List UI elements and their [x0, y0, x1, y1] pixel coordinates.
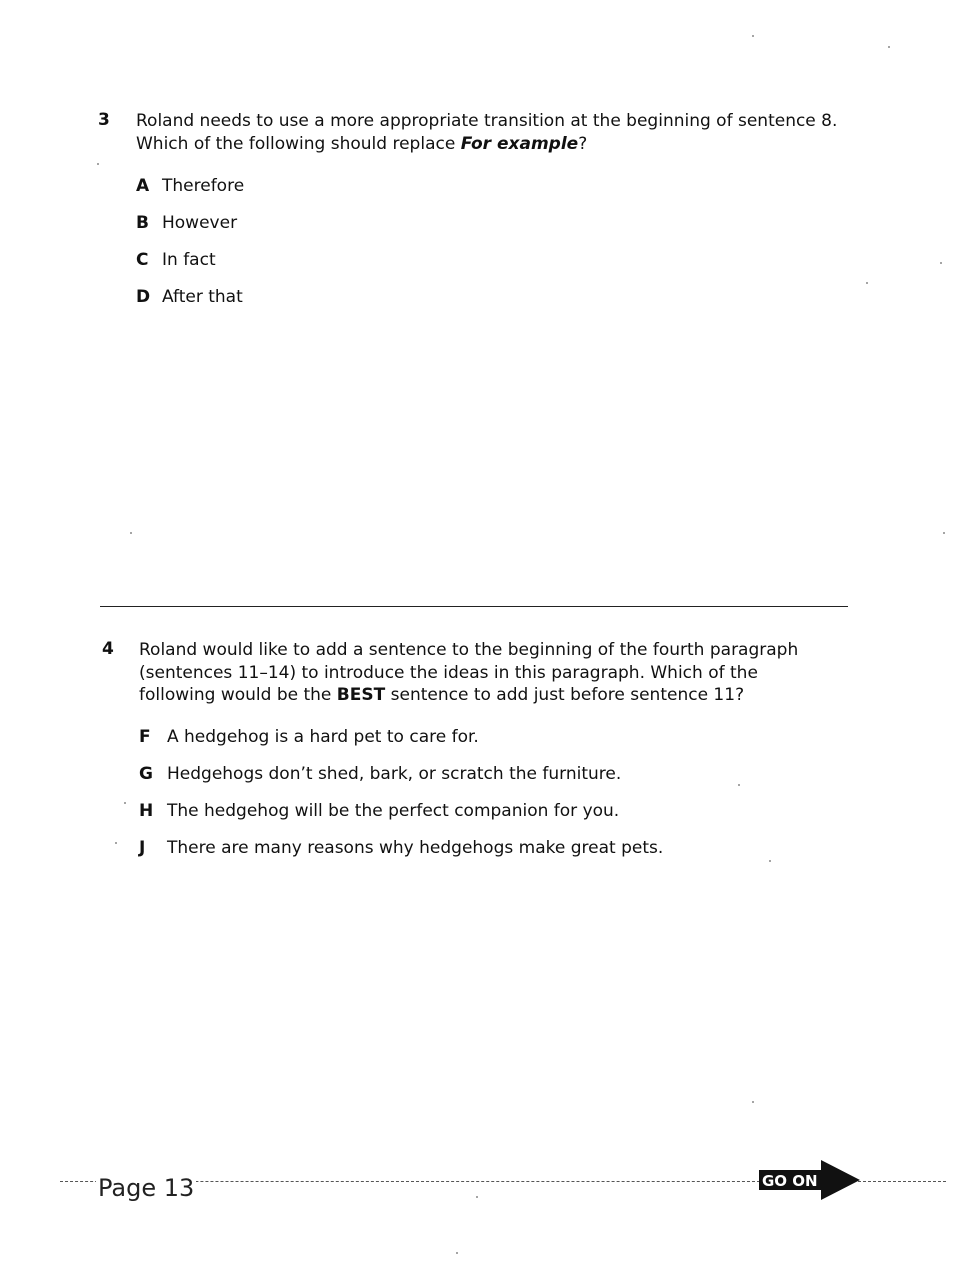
- answer-option-a[interactable]: [136, 175, 244, 197]
- option-letter: C: [136, 250, 149, 270]
- option-letter: G: [139, 764, 153, 784]
- question-text: [139, 639, 819, 707]
- section-divider: [100, 606, 848, 607]
- option-text: However: [162, 213, 238, 233]
- scan-speck: [943, 532, 945, 534]
- answer-option-c[interactable]: [136, 249, 216, 271]
- answer-option-g[interactable]: [139, 763, 621, 785]
- scan-speck: [476, 1196, 478, 1198]
- question-number: 4: [102, 639, 114, 659]
- question-text-part2: sentence to add just before sentence 11?: [385, 685, 745, 705]
- go-on-arrow-icon: [759, 1159, 861, 1201]
- answer-option-b[interactable]: [136, 212, 237, 234]
- scan-speck: [752, 35, 754, 37]
- question-text-emphasis: BEST: [336, 685, 386, 705]
- footer-rule-right: [858, 1181, 946, 1182]
- option-text: After that: [162, 287, 243, 307]
- question-text: [136, 110, 856, 155]
- question-text-part1: Roland needs to use a more appropriate transition at the beginning of sentence 8. Which of the following should replace: [136, 111, 838, 154]
- scan-speck: [769, 860, 771, 862]
- go-on-button[interactable]: [759, 1159, 861, 1201]
- page-number: Page 13: [98, 1174, 195, 1202]
- scan-speck: [124, 802, 126, 804]
- scan-speck: [738, 784, 740, 786]
- scan-speck: [866, 282, 868, 284]
- option-letter: D: [136, 287, 151, 307]
- option-letter: B: [136, 213, 149, 233]
- scan-speck: [752, 1101, 754, 1103]
- answer-option-j[interactable]: [139, 837, 663, 859]
- option-letter: A: [136, 176, 150, 196]
- question-text-part1: Roland would like to add a sentence to the beginning of the fourth paragraph (sentences 11–14) to introduce the ideas in this paragraph. Which of the following would be the: [139, 640, 799, 705]
- answer-option-f[interactable]: [139, 726, 479, 748]
- option-text: Therefore: [162, 176, 245, 196]
- option-text: A hedgehog is a hard pet to care for.: [167, 727, 479, 747]
- option-text: Hedgehogs don’t shed, bark, or scratch the furniture.: [167, 764, 622, 784]
- option-letter: H: [139, 801, 154, 821]
- scan-speck: [115, 842, 117, 844]
- scan-speck: [130, 532, 132, 534]
- scan-speck: [940, 262, 942, 264]
- answer-option-h[interactable]: [139, 800, 619, 822]
- question-number: 3: [98, 110, 110, 130]
- option-letter: J: [139, 838, 146, 858]
- scan-speck: [888, 46, 890, 48]
- answer-option-d[interactable]: [136, 286, 243, 308]
- scan-speck: [456, 1252, 458, 1254]
- option-letter: F: [139, 727, 151, 747]
- go-on-label: GO ON: [762, 1172, 818, 1190]
- scan-speck: [97, 163, 99, 165]
- question-text-emphasis: For example: [460, 133, 579, 154]
- option-text: In fact: [162, 250, 216, 270]
- question-text-part2: ?: [578, 133, 588, 154]
- option-text: The hedgehog will be the perfect companion for you.: [167, 801, 620, 821]
- option-text: There are many reasons why hedgehogs make great pets.: [167, 838, 664, 858]
